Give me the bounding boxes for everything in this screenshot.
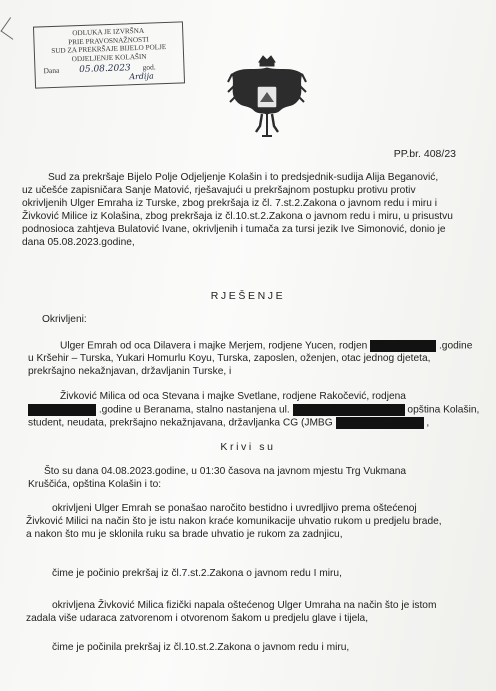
stamp-line: ODJELJENJE KOLAŠIN: [71, 52, 147, 64]
defendant1-line2: u Kršehir – Turska, Yukari Homurlu Koyu, Turska, zaposlen, oženjen, otac jednog djeteta,: [28, 353, 431, 364]
defendant2-text: opština Kolašin,: [407, 404, 480, 416]
defendant2-line3: [28, 417, 429, 430]
enforcement-stamp: [33, 21, 185, 88]
intro-line: Sud za prekršaje Bijelo Polje Odjeljenje Kolašin i to predsjednik-sudija Alija Beganović,: [48, 172, 439, 183]
count1-line: a nakon što mu je sklonila ruku sa brade uhvatio je rukom za zadnjicu,: [26, 529, 343, 540]
stamp-line: SUD ZA PREKRŠAJE BIJELO POLJE: [51, 43, 167, 56]
stamp-year-suffix: god.: [142, 62, 156, 73]
rjesenje-heading: RJEŠENJE: [210, 290, 286, 302]
count1-conclusion: čime je počinio prekršaj iz čl.7.st.2.Zakona o javnom redu I miru,: [52, 568, 342, 579]
stamp-line: ODLUKA JE IZVRŠNA: [72, 26, 145, 38]
defendant2-text: student, neudata, prekršajno nekažnjavana, državljanka CG (JMBG: [28, 417, 333, 429]
incident-line: Što su dana 04.08.2023.godine, u 01:30 časova na javnom mjestu Trg Vukmana: [44, 466, 407, 477]
intro-line: podnosioca zahtjeva Bulatović Ivane, okrivljenih i tumača za tursi jezik Ive Simonović, donio je: [22, 224, 446, 235]
defendant1-text: .godine: [438, 340, 473, 352]
intro-line: uz učešće zapisničara Sanje Matović, rješavajući u prekršajnom postupku protivu protiv: [22, 185, 416, 196]
count1-line: okrivljeni Ulger Emrah se ponašao naročito bestidno i uvredljivo prema oštećenoj: [52, 503, 417, 514]
stamp-signature: Ardija: [129, 71, 154, 82]
count2-conclusion: čime je počinila prekršaj iz čl.10.st.2.Zakona o javnom redu i miru,: [52, 642, 350, 653]
redaction-bar: [28, 404, 96, 416]
case-number: PP.br. 408/23: [393, 148, 456, 160]
stamp-date-value: 05.08.2023: [79, 63, 131, 76]
stamp-date-label: Dana: [43, 66, 60, 76]
coat-of-arms-icon: [226, 52, 308, 140]
krivi-su-heading: Krivi su: [220, 441, 276, 453]
redaction-bar: [293, 404, 405, 416]
check-mark-icon: [0, 17, 22, 40]
defendant2-line2: [28, 404, 479, 417]
defendant1-line3: prekršajno nekažnjavan, državljanin Turske, i: [28, 366, 232, 377]
okrivljeni-label: Okrivljeni:: [42, 314, 87, 325]
defendant1-line1: [60, 340, 472, 353]
count2-line: okrivljena Živković Milica fizički napala oštećenog Ulger Umraha na način što je istom: [52, 600, 437, 611]
redaction-bar: [370, 340, 436, 352]
redaction-bar: [336, 417, 424, 429]
intro-line: dana 05.08.2023.godine,: [22, 237, 135, 248]
defendant2-text: .godine u Beranama, stalno nastanjena ul.: [98, 404, 290, 416]
intro-line: okrivljenih Ulger Emraha iz Turske, zbog prekršaja iz čl. 7.st.2.Zakona o javnom redu i miru i: [22, 198, 438, 209]
incident-line: Kruščića, opština Kolašin i to:: [28, 479, 162, 490]
stamp-line: PRIE PRAVOSNAŽNOSTI: [68, 35, 149, 47]
count2-line: zadala više udaraca zatvorenom i otvorenom šakom u predjelu glave i tijela,: [26, 613, 369, 624]
defendant2-line1: Živković Milica od oca Stevana i majke Svetlane, rodjene Rakočević, rodjena: [60, 391, 406, 402]
defendant1-text: Ulger Emrah od oca Dilavera i majke Merjem, rodjene Yucen, rodjen: [60, 340, 368, 352]
count1-line: Živković Milici na način što je istu nakon kraće komunikacije uhvatio rukom u predjelu brade,: [26, 516, 442, 527]
defendant2-text: ,: [426, 417, 430, 429]
intro-line: Živković Milice iz Kolašina, zbog prekršaja iz čl.10.st.2.Zakona o javnom redu i miru, u prisustvu: [22, 211, 453, 222]
